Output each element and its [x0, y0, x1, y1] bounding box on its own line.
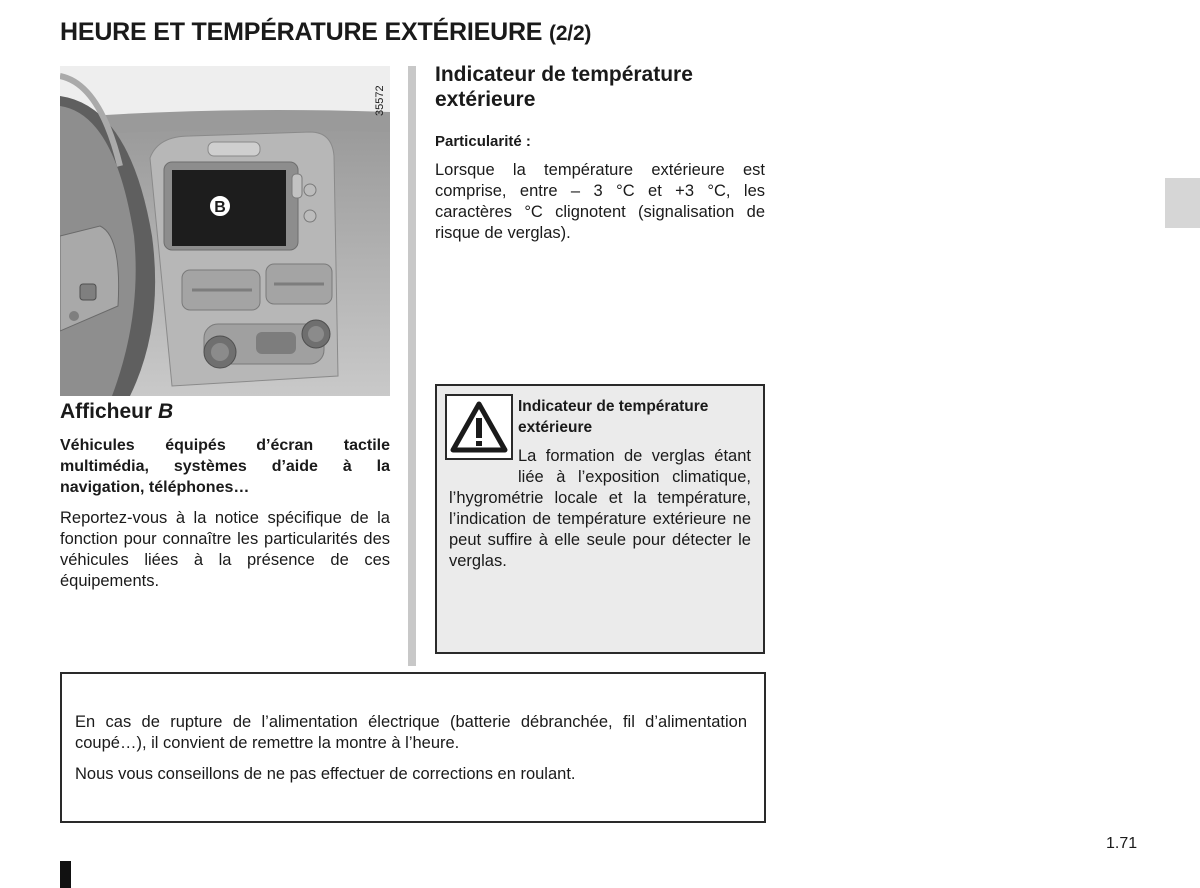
page-title-suffix: (2/2) — [549, 22, 592, 45]
chapter-side-tab — [1165, 178, 1200, 228]
afficheur-heading-letter: B — [158, 400, 174, 423]
afficheur-bold-paragraph: Véhicules équipés d’écran tactile multimédia, systèmes d’aide à la navigation, téléphones… — [60, 437, 390, 496]
photo-code-text: 35572 — [374, 85, 386, 116]
corner-marker — [60, 861, 71, 888]
section-heading-afficheur — [60, 400, 173, 424]
temperature-paragraph: Lorsque la température extérieure est comprise, entre – 3 °C et +3 °C, les caractères °C clignotent (signalisation de risque de verglas). — [435, 161, 765, 242]
section-heading-temperature: Indicateur de température extérieure — [435, 63, 693, 111]
warning-title: Indicateur de température extérieure — [518, 398, 709, 436]
warning-text-block — [449, 446, 751, 572]
subheading-particularite: Particularité : — [435, 133, 531, 150]
page-title — [60, 18, 591, 47]
warning-text: La formation de verglas étant liée à l’exposition climatique, l’hygrométrie locale et la température, l’indication de température extérieure ne peut suffire à elle seule pour détecter le verglas. — [449, 447, 751, 570]
note-paragraph-2: Nous vous conseillons de ne pas effectuer de corrections en roulant. — [75, 765, 576, 783]
afficheur-heading-text: Afficheur — [60, 400, 159, 423]
page-number: 1.71 — [1106, 835, 1138, 852]
page-title-text: HEURE ET TEMPÉRATURE EXTÉRIEURE — [60, 18, 543, 46]
column-divider — [408, 66, 416, 666]
note-paragraph-1: En cas de rupture de l’alimentation électrique (batterie débranchée, fil d’alimentation coupé…), il convient de remettre la montre à l’heure. — [75, 713, 747, 752]
photo-reference-code — [368, 72, 390, 118]
warning-text-indent — [449, 446, 518, 486]
afficheur-body-paragraph: Reportez-vous à la notice spécifique de la fonction pour connaître les particularités des véhicules liées à la présence de ces équipements. — [60, 509, 390, 590]
dashboard-photo — [60, 66, 390, 396]
photo-callout-b: B — [214, 199, 226, 216]
